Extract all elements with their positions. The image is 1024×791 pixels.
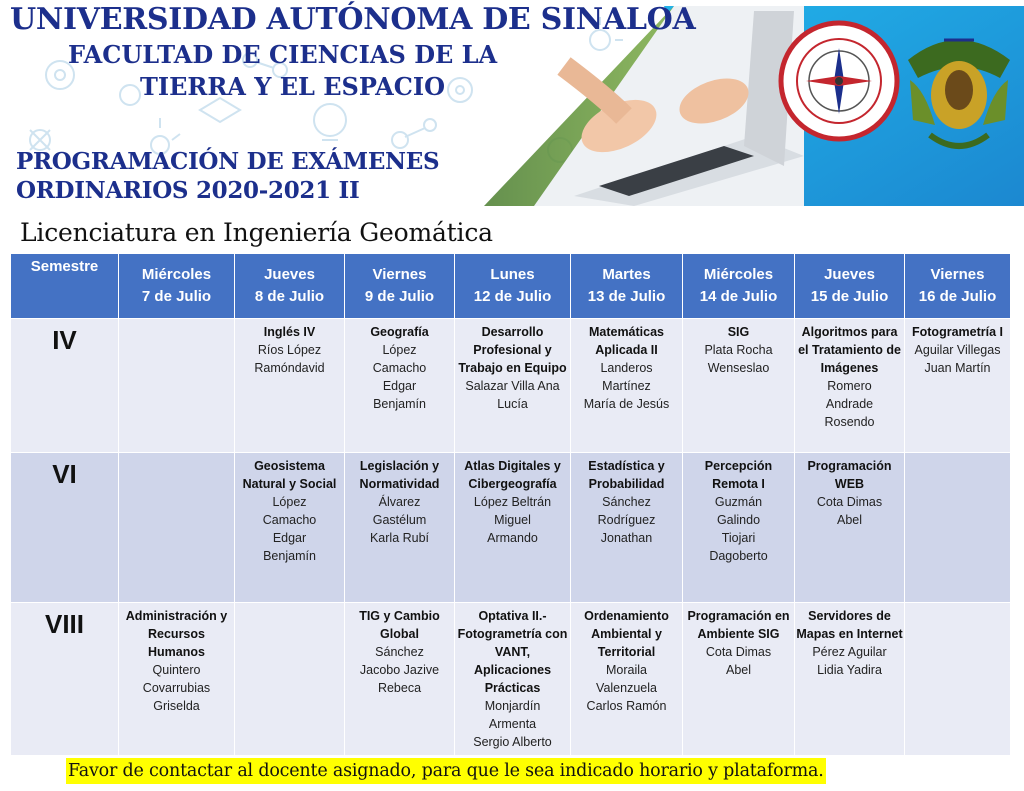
column-header <box>905 254 1011 319</box>
teacher-name: Rosendo <box>824 415 875 429</box>
table-row <box>11 603 1011 756</box>
teacher-name: Cota Dimas <box>705 645 772 659</box>
program-title-line2: ORDINARIOS 2020-2021 II <box>16 177 360 204</box>
teacher-name: Cota Dimas <box>816 495 883 509</box>
semester-cell: VIII <box>11 603 119 756</box>
teacher-name: Wenseslao <box>707 361 770 375</box>
subject-name: Inglés IV <box>263 325 316 339</box>
column-header <box>345 254 455 319</box>
exam-cell <box>905 453 1011 603</box>
teacher-name: Abel <box>836 513 863 527</box>
column-header-day: Lunes <box>490 266 535 283</box>
table-row <box>11 319 1011 453</box>
faculty-name-line2: TIERRA Y EL ESPACIO <box>140 72 446 101</box>
subject-name: Geosistema Natural y Social <box>242 459 337 491</box>
exam-cell <box>345 603 455 756</box>
teacher-name: Lidia Yadira <box>817 663 882 677</box>
teacher-name: Covarrubias <box>142 681 211 695</box>
footer-note: Favor de contactar al docente asignado, para que le sea indicado horario y plataforma. <box>66 758 826 784</box>
teacher-name: López Beltrán <box>473 495 552 509</box>
subject-name: Fotogrametría I <box>912 325 1003 339</box>
teacher-name: Abel <box>725 663 752 677</box>
column-header-day: Jueves <box>264 266 315 283</box>
column-header-date: 7 de Julio <box>141 288 212 305</box>
teacher-name: Valenzuela <box>596 681 657 695</box>
semester-cell: VI <box>11 453 119 603</box>
table-header-row <box>11 254 1011 319</box>
exam-cell <box>235 603 345 756</box>
teacher-name: Aguilar Villegas <box>914 343 1001 357</box>
column-header <box>683 254 795 319</box>
header-banner <box>0 0 1024 225</box>
teacher-name: Carlos Ramón <box>586 699 667 713</box>
teacher-name: Lucía <box>497 397 528 411</box>
subject-name: Percepción Remota I <box>704 459 773 491</box>
subject-name: Legislación y Normatividad <box>359 459 440 491</box>
column-header-date: 15 de Julio <box>810 288 889 305</box>
exam-cell <box>571 603 683 756</box>
teacher-name: Álvarez <box>378 495 421 509</box>
teacher-name: Juan Martín <box>924 361 991 375</box>
teacher-name: Armando <box>487 531 538 545</box>
column-header <box>11 254 119 319</box>
column-header <box>571 254 683 319</box>
teacher-name: Jonathan <box>600 531 653 545</box>
program-title-line1: PROGRAMACIÓN DE EXÁMENES <box>16 148 440 175</box>
subject-name: Ordenamiento Ambiental y Territorial <box>584 609 669 659</box>
teacher-name: Pérez Aguilar <box>812 645 887 659</box>
teacher-name: Armenta <box>488 717 537 731</box>
exam-cell <box>345 319 455 453</box>
subject-name: TIG y Cambio Global <box>359 609 440 641</box>
teacher-name: Gastélum <box>372 513 427 527</box>
teacher-name: Jacobo Jazive <box>359 663 440 677</box>
column-header-day: Jueves <box>824 266 875 283</box>
teacher-name: Moraila <box>606 663 647 677</box>
column-header-date: 14 de Julio <box>699 288 778 305</box>
exam-cell <box>119 603 235 756</box>
teacher-name: Martínez <box>602 379 651 393</box>
column-header <box>119 254 235 319</box>
exam-cell <box>683 603 795 756</box>
teacher-name: Rebeca <box>377 681 422 695</box>
exam-cell <box>119 453 235 603</box>
teacher-name: Camacho <box>372 361 427 375</box>
subject-name: Administración y Recursos Humanos <box>125 609 228 659</box>
university-name: UNIVERSIDAD AUTÓNOMA DE SINALOA <box>10 2 696 37</box>
teacher-name: Karla Rubí <box>369 531 430 545</box>
faculty-name-line1: FACULTAD DE CIENCIAS DE LA <box>68 40 498 69</box>
teacher-name: Camacho <box>262 513 317 527</box>
teacher-name: Quintero <box>152 663 201 677</box>
faculty-seal-icon <box>778 20 900 142</box>
exam-cell <box>795 603 905 756</box>
teacher-name: Tiojari <box>721 531 756 545</box>
exam-cell <box>455 319 571 453</box>
column-header-day: Martes <box>602 266 651 283</box>
teacher-name: Salazar Villa Ana <box>465 379 560 393</box>
teacher-name: Monjardín <box>484 699 541 713</box>
teacher-name: López <box>272 495 307 509</box>
column-header-date: 16 de Julio <box>918 288 997 305</box>
semester-cell: IV <box>11 319 119 453</box>
subject-name: Estadística y Probabilidad <box>588 459 665 491</box>
university-eagle-seal-icon <box>900 20 1018 160</box>
column-header-date: 9 de Julio <box>364 288 435 305</box>
exam-cell <box>571 319 683 453</box>
column-header-day: Miércoles <box>703 266 774 283</box>
exam-cell <box>455 603 571 756</box>
teacher-name: Sánchez <box>602 495 651 509</box>
exam-cell <box>905 603 1011 756</box>
teacher-name: María de Jesús <box>583 397 670 411</box>
exam-cell <box>119 319 235 453</box>
teacher-name: Galindo <box>716 513 761 527</box>
teacher-name: Rodríguez <box>597 513 656 527</box>
teacher-name: Andrade <box>825 397 874 411</box>
exam-cell <box>571 453 683 603</box>
exam-schedule-table <box>10 253 1011 756</box>
subject-name: Optativa II.- Fotogrametría con VANT, Aplicaciones Prácticas <box>457 609 568 695</box>
teacher-name: Ríos López <box>257 343 322 357</box>
teacher-name: López <box>382 343 417 357</box>
column-header-day: Miércoles <box>141 266 212 283</box>
teacher-name: Benjamín <box>373 397 426 411</box>
table-row <box>11 453 1011 603</box>
column-header-day: Viernes <box>930 266 985 283</box>
exam-cell <box>455 453 571 603</box>
column-header <box>235 254 345 319</box>
teacher-name: Edgar <box>272 531 307 545</box>
subject-name: Algoritmos para el Tratamiento de Imágenes <box>798 325 901 375</box>
exam-cell <box>905 319 1011 453</box>
teacher-name: Plata Rocha <box>704 343 773 357</box>
teacher-name: Guzmán <box>714 495 763 509</box>
teacher-name: Sánchez <box>375 645 424 659</box>
exam-cell <box>235 453 345 603</box>
teacher-name: Dagoberto <box>709 549 768 563</box>
teacher-name: Landeros <box>600 361 653 375</box>
teacher-name: Ramóndavid <box>254 361 325 375</box>
exam-cell <box>683 453 795 603</box>
subject-name: Programación en Ambiente SIG <box>687 609 790 641</box>
teacher-name: Benjamín <box>263 549 316 563</box>
exam-cell <box>795 319 905 453</box>
subject-name: Matemáticas Aplicada II <box>588 325 665 357</box>
column-header-day: Semestre <box>30 258 99 275</box>
teacher-name: Miguel <box>494 513 531 527</box>
column-header <box>795 254 905 319</box>
column-header-date: 12 de Julio <box>473 288 552 305</box>
exam-cell <box>683 319 795 453</box>
exam-cell <box>235 319 345 453</box>
exam-cell <box>345 453 455 603</box>
column-header-day: Viernes <box>372 266 427 283</box>
subject-name: Programación WEB <box>807 459 892 491</box>
subject-name: Desarrollo Profesional y Trabajo en Equipo <box>458 325 567 375</box>
subject-name: SIG <box>727 325 750 339</box>
column-header-date: 8 de Julio <box>254 288 325 305</box>
column-header-date: 13 de Julio <box>587 288 666 305</box>
subject-name: Atlas Digitales y Cibergeografía <box>464 459 561 491</box>
subject-name: Geografía <box>370 325 429 339</box>
teacher-name: Romero <box>827 379 872 393</box>
teacher-name: Griselda <box>153 699 200 713</box>
teacher-name: Sergio Alberto <box>473 735 552 749</box>
career-title: Licenciatura en Ingeniería Geomática <box>20 218 493 247</box>
exam-cell <box>795 453 905 603</box>
teacher-name: Edgar <box>382 379 417 393</box>
subject-name: Servidores de Mapas en Internet <box>796 609 903 641</box>
column-header <box>455 254 571 319</box>
